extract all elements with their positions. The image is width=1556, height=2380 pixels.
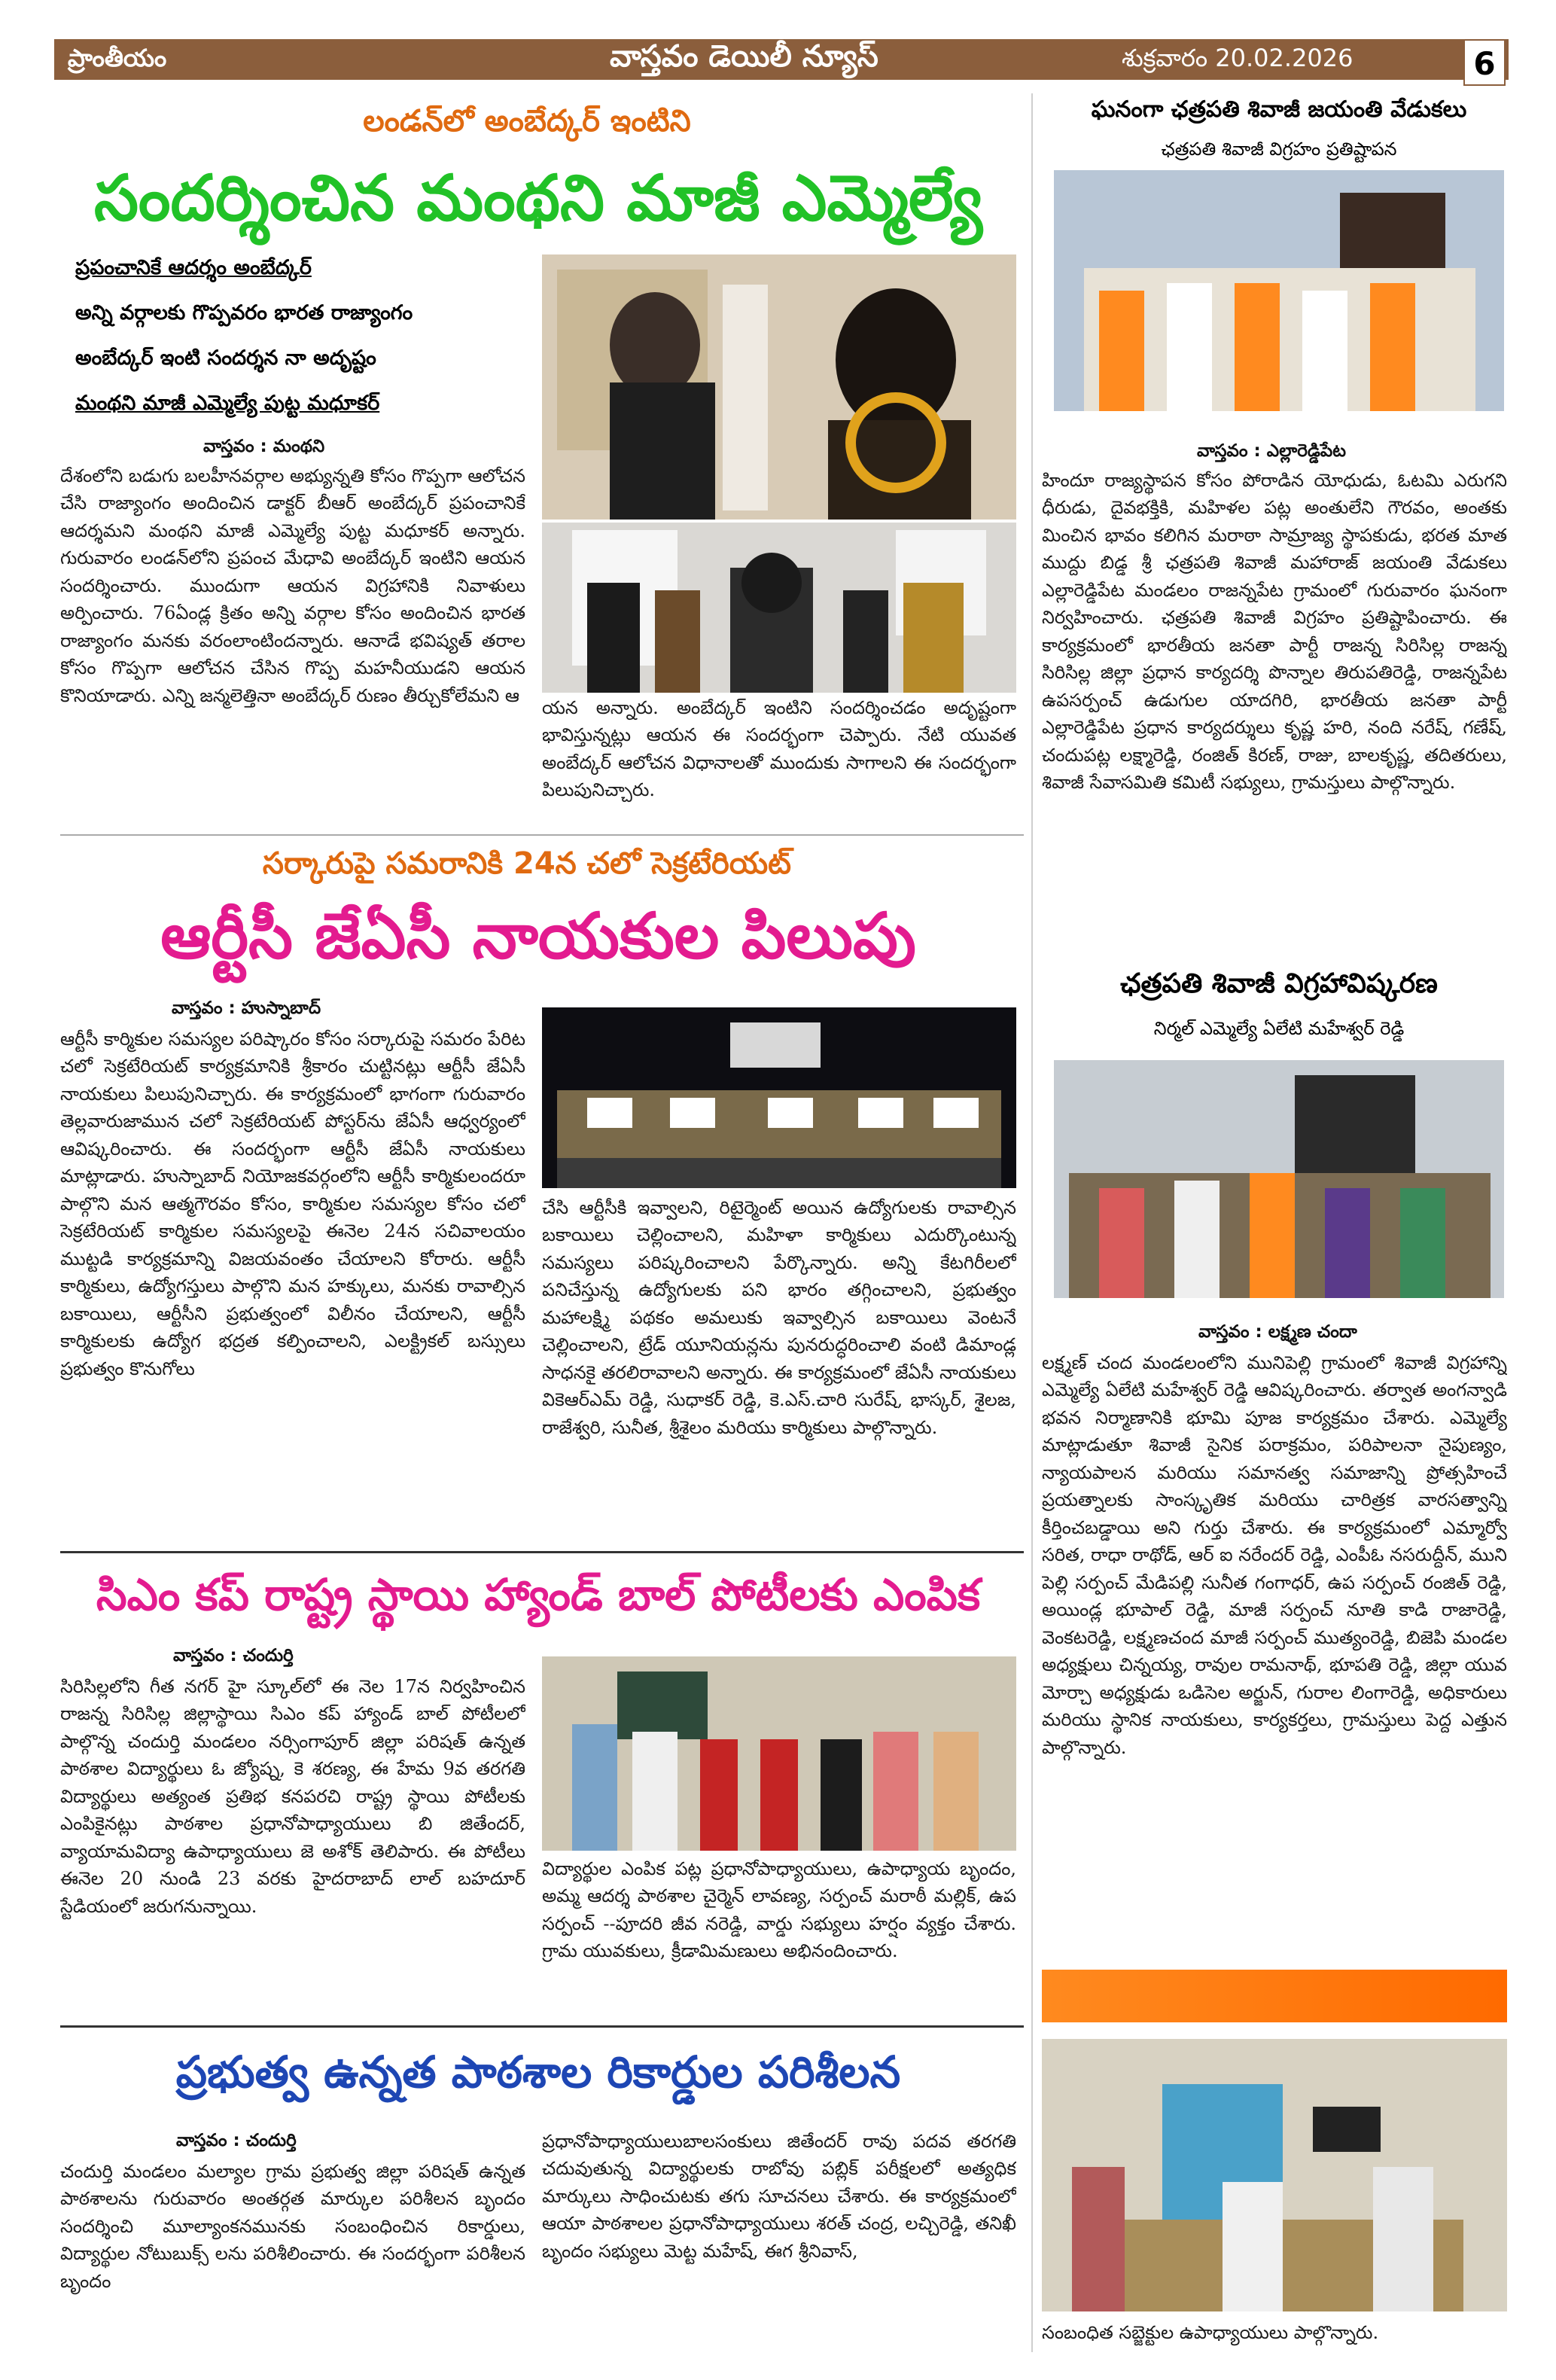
orange-banner [1042,1970,1507,2022]
story1-subhead: ప్రపంచానికే ఆదర్శం అంబేద్కర్ [75,256,312,279]
story2-body-right: చేసి ఆర్టీసీకి ఇవ్వాలని, రిటైర్మెంట్ అయిన ఉద్యోగులకు రావాల్సిన బకాయిలు చెల్లించాలని, మహిళా కార్మికులు ఎదుర్కొంటున్న సమస్యలు పరిష్కరించాలని పేర్కొన్నారు. అన్ని కేటగిరీలలో పనిచేస్తున్న ఉద్యోగులకు పని భారం తగ్గించాలని, ప్రభుత్వం మహాలక్ష్మి పథకం అమలుకు ఇవ్వాల్సిన బకాయిలు వెంటనే చెల్లించాలని, ట్రేడ్ యూనియన్లను పునరుద్ధరించాలి వంటి డిమాండ్ల సాధనకై తరలిరావాలని అన్నారు. ఈ కార్యక్రమంలో జేఏసీ నాయకులు వికెఆర్ఎమ్ రెడ్డి, సుధాకర్ రెడ్డి, కె.ఎస్.చారి సురేష్, భాస్కర్, శైలజ, రాజేశ్వరి, సునీత, శ్రీశైలం మరియు కార్మికులు పాల్గొన్నారు. [542,1197,1016,1438]
story1-subheads [75,256,527,420]
sidebar2-subhead: నిర్మల్ ఎమ్మెల్యే ఏలేటి మహేశ్వర్ రెడ్డి [1153,1018,1405,1039]
divider [60,2025,1024,2028]
story4-body-right: ప్రధానోపాధ్యాయులుబాలసంకులు జితేందర్ రావు పదవ తరగతి చదువుతున్న విద్యార్థులకు రాబోవు పబ్లిక్ పరీక్షలలో అత్యధిక మార్కులు సాధించుటకు తగు సూచనలు చేశారు. ఈ కార్యక్రమంలో ఆయా పాఠశాలల ప్రధానోపాధ్యాయులు శరత్ చంద్ర, లచ్చిరెడ్డి, తనిఖీ బృందం సభ్యులు మెట్ట మహేష్, ఈగ శ్రీనివాస్, [542,2131,1016,2262]
story2-photo [542,1007,1016,1188]
story4-body-left: చందుర్తి మండలం మల్యాల గ్రామ ప్రభుత్వ జిల్లా పరిషత్ ఉన్నత పాఠశాలను గురువారం అంతర్గత మార్కుల పరిశీలన బృందం సందర్శించి మూల్యాంకనమునకు సంబంధించిన రికార్డులు, విద్యార్థుల నోటుబుక్స్ లను పరిశీలించారు. ఈ సందర్భంగా పరిశీలన బృందం [60,2161,525,2292]
story2-headline: ఆర్టీసీ జేఏసీ నాయకుల పిలుపు [160,899,916,973]
paper-name: వాస్తవం డెయిలీ న్యూస్ [610,39,878,74]
sidebar2-headline: ఛత్రపతి శివాజీ విగ్రహావిష్కరణ [1120,968,1438,999]
story4-caption: సంబంధిత సబ్జెక్టుల ఉపాధ్యాయులు పాల్గొన్నారు. [1042,2322,1379,2343]
story1-dateline: వాస్తవం : మంథని [203,437,325,456]
sidebar2-dateline: వాస్తవం : లక్ష్మణ చందా [1198,1322,1357,1342]
story1-subhead: మంథని మాజీ ఎమ్మెల్యే పుట్ట మధూకర్ [75,392,380,415]
sidebar1-subhead: ఛత్రపతి శివాజీ విగ్రహం ప్రతిష్టాపన [1161,139,1397,160]
story1-subhead: అంబేద్కర్ ఇంటి సందర్శన నా అదృష్టం [75,346,376,370]
sidebar2-photo [1054,1060,1504,1298]
story3-body-right: విద్యార్థుల ఎంపిక పట్ల ప్రధానోపాధ్యాయులు, ఉపాధ్యాయ బృందం, అమ్మ ఆదర్శ పాఠశాల చైర్మెన్ లావణ్య, సర్పంచ్ మరాఠీ మల్లిక్, ఉప సర్పంచ్ --పూదరి జీవ నరెడ్డి, వార్డు సభ్యులు హర్షం వ్యక్తం చేశారు. గ్రామ యువకులు, క్రీడామిమణులు అభినందించారు. [542,1858,1016,1962]
sidebar1-body: హిందూ రాజ్యస్థాపన కోసం పోరాడిన యోధుడు, ఓటమి ఎరుగని ధీరుడు, దైవభక్తికి, మహిళల పట్ల అంతులేని గౌరవం, అంతకు మించిన భావం కలిగిన మరాఠా సామ్రాజ్య స్థాపకుడు, భరత మాత ముద్దు బిడ్డ శ్రీ ఛత్రపతి శివాజీ మహారాజ్ జయంతి వేడుకలు ఎల్లారెడ్డిపేట మండలం రాజన్నపేట గ్రామంలో గురువారం ఘనంగా నిర్వహించారు. ఛత్రపతి శివాజీ విగ్రహం ప్రతిష్టాపించారు. ఈ కార్యక్రమంలో భారతీయ జనతా పార్టీ రాజన్న సిరిసిల్ల రాజన్న సిరిసిల్ల జిల్లా ప్రధాన కార్యదర్శి పొన్నాల తిరుపతిరెడ్డి, రాజన్నపేట ఉపసర్పంచ్ ఉడుగుల యాదగిరి, భారతీయ జనతా పార్టీ ఎల్లారెడ్డిపేట ప్రధాన కార్యదర్శులు కృష్ణ హరి, నంది నరేష్, గణేష్, చందుపట్ల లక్ష్మారెడ్డి, రంజిత్ కిరణ్, రాజు, బాలకృష్ణ, తదితరులు, శివాజీ సేవాసమితి కమిటీ సభ్యులు, గ్రామస్తులు పాల్గొన్నారు. [1042,470,1507,794]
story1-body-left: దేశంలోని బడుగు బలహీనవర్గాల అభ్యున్నతి కోసం గొప్పగా ఆలోచన చేసి రాజ్యాంగం అందించిన డాక్టర్ బీఆర్ అంబేద్కర్ ప్రపంచానికే ఆదర్శమని మంథని మాజీ ఎమ్మెల్యే పుట్ట మధూకర్ అన్నారు. గురువారం లండన్‌లోని ప్రపంచ మేధావి అంబేద్కర్ ఇంటిని ఆయన సందర్శించారు. ముందుగా ఆయన విగ్రహానికి నివాళులు అర్పించారు. 76ఏండ్ల క్రితం అన్ని వర్గాల కోసం అందించిన భారత రాజ్యాంగం మనకు వరంలాంటిందన్నారు. ఆనాడే భవిష్యత్ తరాల కోసం గొప్పగా ఆలోచన చేసిన గొప్ప మహనీయుడని ఆయన కొనియాడారు. ఎన్ని జన్మలెత్తినా అంబేద్కర్ రుణం తీర్చుకోలేమని ఆ [60,465,525,706]
sidebar1-photo [1054,170,1504,411]
issue-date: శుక్రవారం 20.02.2026 [1122,44,1354,72]
column-divider [1031,93,1033,2352]
sidebar2-body: లక్ష్మణ్ చంద మండలంలోని మునిపెల్లి గ్రామంలో శివాజీ విగ్రహాన్ని ఎమ్మెల్యే ఏలేటి మహేశ్వర్ రెడ్డి ఆవిష్కరించారు. తర్వాత అంగన్వాడి భవన నిర్మాణానికి భూమి పూజ కార్యక్రమం చేశారు. ఎమ్మెల్యే మాట్లాడుతూ శివాజీ సైనిక పరాక్రమం, పరిపాలనా నైపుణ్యం, న్యాయపాలన మరియు సమానత్వ సమాజాన్ని ప్రోత్సహించే ప్రయత్నాలకు సాంస్కృతిక మరియు చారిత్రక వారసత్వాన్ని కీర్తించబడ్డాయి అని గుర్తు చేశారు. ఈ కార్యక్రమంలో ఎమ్మార్వో సరిత, రాధా రాథోడ్, ఆర్ ఐ నరేందర్ రెడ్డి, ఎంపీఓ నసరుద్దీన్, ముని పెల్లి సర్పంచ్ మేడిపల్లి సునీత గంగాధర్, ఉప సర్పంచ్ రంజిత్ రెడ్డి, అయిండ్ల భూపాల్ రెడ్డి, మాజీ సర్పంచ్ నూతి కాడి రాజారెడ్డి, వెంకటరెడ్డి, లక్ష్మణచంద మాజీ సర్పంచ్ ముత్యంరెడ్డి, బిజెపి మండల అధ్యక్షులు చిన్నయ్య, రావుల రామనాథ్, భూపతి రెడ్డి, జిల్లా యువ మోర్చా అధ్యక్షుడు ఒడిసెల అర్జున్, గురాల లింగారెడ్డి, అధికారులు మరియు స్థానిక నాయకులు, కార్యకర్తలు, గ్రామస్తులు పెద్ద ఎత్తున పాల్గొన్నారు. [1042,1352,1507,1758]
story4-headline: ప్రభుత్వ ఉన్నత పాఠశాల రికార్డుల పరిశీలన [175,2046,901,2098]
page-number: 6 [1463,39,1506,86]
sidebar1-headline: ఘనంగా ఛత్రపతి శివాజీ జయంతి వేడుకలు [1091,96,1467,123]
story1-headline: సందర్శించిన మంథని మాజీ ఎమ్మెల్యే [93,161,983,235]
story2-kicker: సర్కారుపై సమరానికి 24న చలో సెక్రటేరియట్ [262,846,792,881]
story3-dateline: వాస్తవం : చందుర్తి [173,1646,294,1665]
story1-subhead: అన్ని వర్గాలకు గొప్పవరం భారత రాజ్యాంగం [75,301,413,325]
story1-kicker: లండన్‌లో అంబేద్కర్ ఇంటిని [363,104,691,139]
story2-dateline: వాస్తవం : హుస్నాబాద్ [172,998,321,1018]
story2-body-left: ఆర్టీసీ కార్మికుల సమస్యల పరిష్కారం కోసం సర్కారుపై సమరం పేరిట చలో సెక్రటేరియట్ కార్యక్రమానికి శ్రీకారం చుట్టినట్లు ఆర్టీసీ జేఏసీ నాయకులు పిలుపునిచ్చారు. ఈ కార్యక్రమంలో భాగంగా గురువారం తెల్లవారుజామున చలో సెక్రటేరియట్ పోస్టర్‌ను జేఏసీ ఆధ్వర్యంలో ఆవిష్కరించారు. ఈ సందర్భంగా ఆర్టీసీ జేఏసీ నాయకులు మాట్లాడారు. హుస్నాబాద్ నియోజకవర్గంలోని ఆర్టీసీ కార్మికులందరూ పాల్గొని మన ఆత్మగౌరవం కోసం, కార్మికుల సమస్యల కోసం చలో సెక్రటేరియట్ కార్మికుల సమస్యలపై ఈనెల 24న సచివాలయం ముట్టడి కార్యక్రమాన్ని విజయవంతం చేయాలని కోరారు. ఆర్టీసీ కార్మికులు, ఉద్యోగస్తులు పాల్గొని మన హక్కులు, మనకు రావాల్సిన బకాయిలు, ఆర్టీసీని ప్రభుత్వంలో విలీనం చేయాలని, ఆర్టీసీ కార్మికులకు ఉద్యోగ భద్రత కల్పించాలని, ఎలక్ట్రికల్ బస్సులు ప్రభుత్వం కొనుగోలు [60,1028,525,1379]
story3-photo [542,1656,1016,1851]
story1-photo-group [542,523,1016,693]
section-label: ప్రాంతీయం [68,44,167,72]
story1-body-right: యన అన్నారు. అంబేద్కర్ ఇంటిని సందర్శించడం అదృష్టంగా భావిస్తున్నట్లు ఆయన ఈ సందర్భంగా చెప్పారు. నేటి యువత అంబేద్కర్ ఆలోచన విధానాలతో ముందుకు సాగాలని ఈ సందర్భంగా పిలుపునిచ్చారు. [542,697,1016,801]
story1-photo-statue [542,254,1016,520]
story4-dateline: వాస్తవం : చందుర్తి [176,2131,297,2150]
story3-headline: సిఎం కప్ రాష్ట్ర స్థాయి హ్యాండ్ బాల్ పోటీలకు ఎంపిక [96,1569,981,1620]
story4-photo [1042,2039,1507,2311]
sidebar1-dateline: వాస్తవం : ఎల్లారెడ్డిపేట [1197,441,1346,461]
divider [60,834,1024,836]
divider [60,1551,1024,1553]
story3-body-left: సిరిసిల్లలోని గీత నగర్ హై స్కూల్‌లో ఈ నెల 17న నిర్వహించిన రాజన్న సిరిసిల్ల జిల్లాస్థాయి సిఎం కప్ హ్యాండ్ బాల్ పోటీలలో పాల్గొన్న చందుర్తి మండలం నర్సింగాపూర్ జిల్లా పరిషత్ ఉన్నత పాఠశాల విద్యార్థులు ఓ జ్యోష్న, కె శరణ్య, ఈ హేమ 9వ తరగతి విద్యార్థులు అత్యంత ప్రతిభ కనపరచి రాష్ట్ర స్థాయి పోటీలకు ఎంపికైనట్లు పాఠశాల ప్రధానోపాధ్యాయులు బి జితేందర్, వ్యాయామవిద్యా ఉపాధ్యాయులు జె అశోక్ తెలిపారు. ఈ పోటీలు ఈనెల 20 నుండి 23 వరకు హైదరాబాద్ లాల్ బహదూర్ స్టేడియంలో జరుగనున్నాయి. [60,1676,525,1917]
